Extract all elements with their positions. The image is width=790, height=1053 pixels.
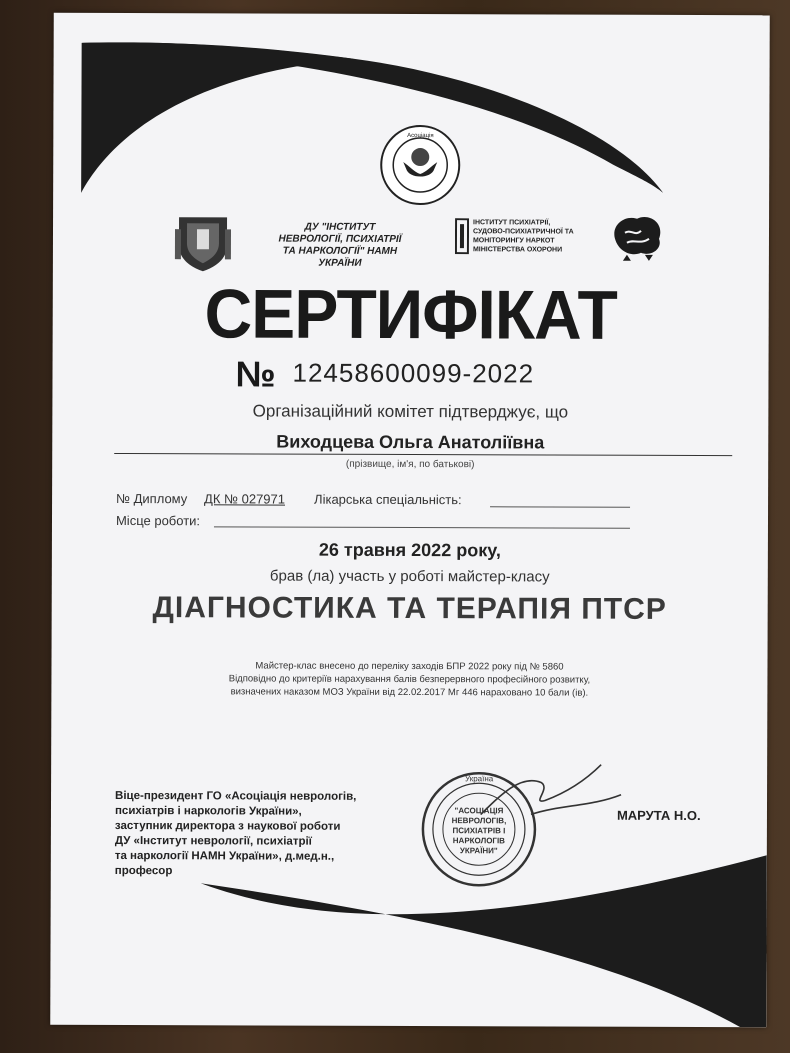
stamp-line-1: "АСОЦІАЦІЯ xyxy=(454,806,504,816)
stamp-line-2: НЕВРОЛОГІВ, xyxy=(451,816,507,826)
signer-line-4: ДУ «Інститут неврології, психіатрії xyxy=(114,834,312,848)
stamp-line-4: НАРКОЛОГІВ xyxy=(452,836,505,846)
psy-institute-name: ІНСТИТУТ ПСИХІАТРІЇ, СУДОВО-ПСИХІАТРИЧНОЇ ТА МОНІТОРИНГУ НАРКОТ МІНІСТЕРСТВА ОХОРОНИ xyxy=(472,219,574,254)
workplace-label: Місце роботи: xyxy=(115,512,201,529)
specialty-label: Лікарська спеціальність: xyxy=(314,491,462,508)
bpr-line-3: визначених наказом МОЗ України від 22.02.2017 Мг 446 нараховано 10 бали (ів). xyxy=(230,686,589,699)
stamp-line-3: ПСИХІАТРІВ І xyxy=(452,826,506,836)
diploma-label: № Диплому xyxy=(116,490,188,507)
certificate-number: 12458600099-2022 xyxy=(292,357,535,389)
bpr-line-2: Відповідно до критеріїв нарахування балів безперервного професійного розвитку, xyxy=(228,673,591,686)
stamp-line-5: УКРАЇНИ" xyxy=(459,846,498,856)
certificate-title: СЕРТИФІКАТ xyxy=(204,274,617,354)
stamp-ring-text: Україна xyxy=(464,774,494,784)
association-seal-logo xyxy=(379,124,461,206)
specialty-line xyxy=(490,506,630,507)
participation-text: брав (ла) участь у роботі майстер-класу xyxy=(269,567,550,586)
signer-line-2: психіатрів і наркологів України», xyxy=(114,804,302,818)
org-confirms-text: Організаційний комітет підтверджує, що xyxy=(252,401,569,422)
psy-institute-icon xyxy=(455,218,469,254)
person-name: Виходцева Ольга Анатоліївна xyxy=(276,431,545,453)
bpr-line-1: Майстер-клас внесено до переліку заходів БПР 2022 року під № 5860 xyxy=(255,660,564,673)
course-date: 26 травня 2022 року, xyxy=(318,539,501,561)
workplace-line xyxy=(214,526,630,528)
certificate-paper xyxy=(50,13,770,1027)
signer-name: МАРУТА Н.О. xyxy=(616,807,701,824)
signer-line-1: Віце-президент ГО «Асоціація неврологів, xyxy=(115,789,357,803)
institute-name: ДУ "ІНСТИТУТ НЕВРОЛОГІЇ, ПСИХІАТРІЇ ТА НАРКОЛОГІЇ" НАМН УКРАЇНИ xyxy=(278,221,402,269)
signer-line-3: заступник директора з наукової роботи xyxy=(114,819,341,833)
signer-line-5: та наркології НАМН України», д.мед.н., xyxy=(114,849,335,863)
crest-icon xyxy=(171,209,235,273)
course-title: ДІАГНОСТИКА ТА ТЕРАПІЯ ПТСР xyxy=(152,591,667,626)
signer-line-6: професор xyxy=(114,864,173,878)
brain-icon xyxy=(605,211,669,267)
bottom-swoosh-decoration xyxy=(50,813,767,1027)
name-caption: (прізвище, ім'я, по батькові) xyxy=(345,458,475,471)
seal-top-text: Асоціація xyxy=(407,132,434,140)
diploma-value: ДК № 027971 xyxy=(204,491,286,507)
number-sign: № xyxy=(235,353,276,395)
